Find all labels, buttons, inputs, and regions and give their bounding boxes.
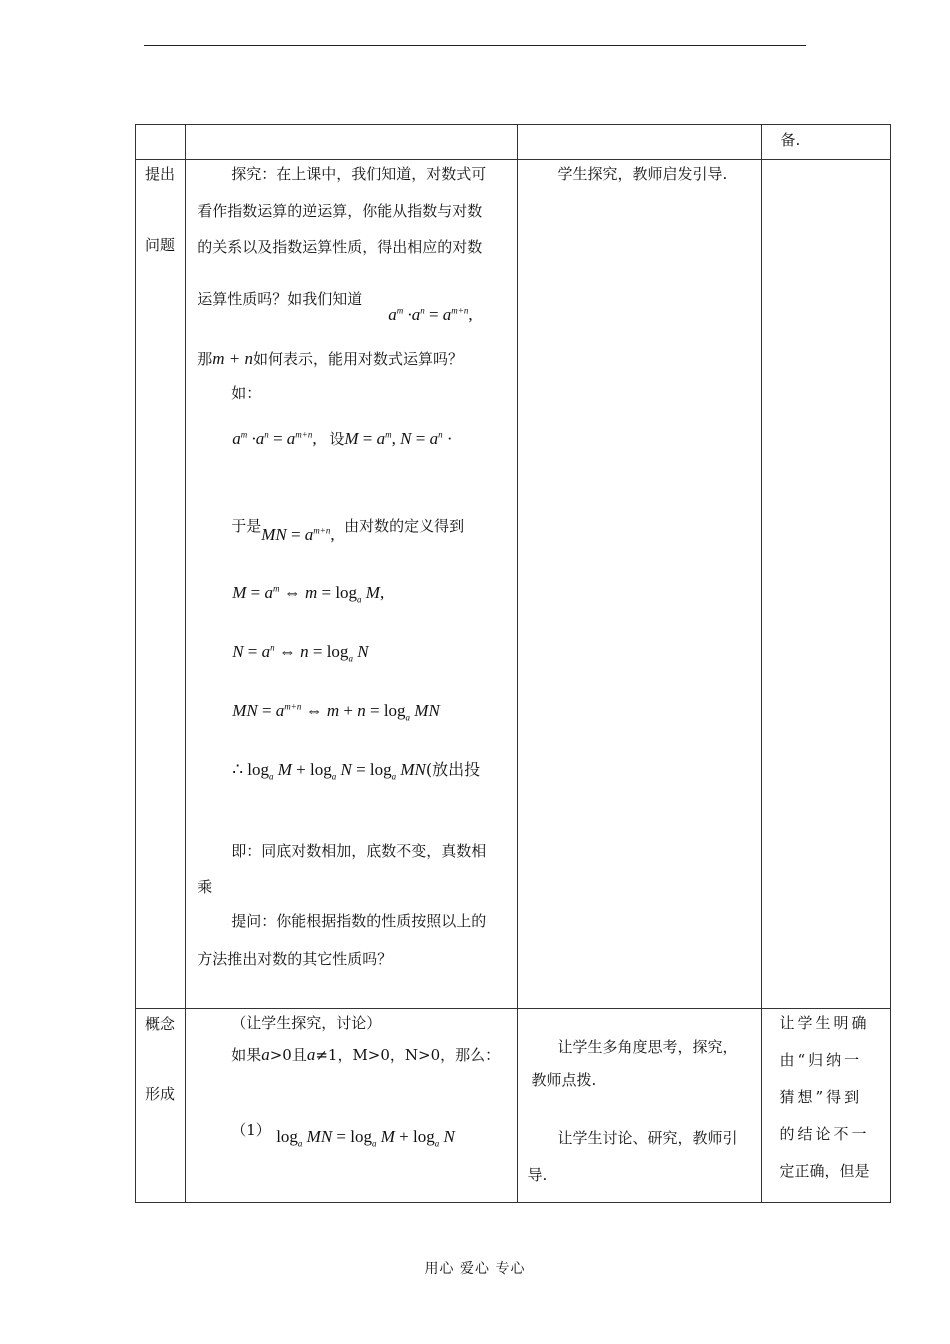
activity-cell bbox=[517, 160, 762, 1009]
design-intent-cell bbox=[762, 160, 891, 1009]
design-intent-cell bbox=[762, 1009, 891, 1203]
so-line: 于是MN = $a^{m+n}$, 由对数的定义得到 bbox=[231, 517, 465, 544]
stage-label: 形成 bbox=[145, 1085, 176, 1103]
activity-text: 导. bbox=[527, 1166, 548, 1184]
conclusion-line: 乘 bbox=[197, 878, 213, 896]
table-row bbox=[136, 160, 891, 1009]
intro-text: （让学生探究，讨论） bbox=[231, 1014, 382, 1032]
question-line: 方法推出对数的其它性质吗？ bbox=[197, 950, 393, 968]
cell-empty bbox=[136, 125, 186, 160]
paragraph-line: 探究：在上课中，我们知道，对数式可 bbox=[231, 165, 487, 183]
stage-cell bbox=[136, 160, 186, 1009]
log-definition-n: $N = a^n$ ⇔ $n = \log_a N$ bbox=[232, 642, 369, 664]
cell-empty bbox=[517, 125, 762, 160]
item-label: （1） bbox=[231, 1121, 271, 1139]
conclusion-line: 即：同底对数相加，底数不变，真数相 bbox=[231, 842, 487, 860]
activity-text: 让学生多角度思考，探究， bbox=[557, 1038, 738, 1056]
activity-text: 学生探究，教师启发引导. bbox=[557, 165, 728, 183]
content-cell bbox=[186, 160, 517, 1009]
lesson-table bbox=[135, 124, 891, 1203]
activity-text: 教师点拨. bbox=[531, 1071, 597, 1089]
log-product-rule: ∴ $\log_a M + \log_a N = \log_a MN$(放出投 bbox=[232, 760, 481, 782]
exponent-formula: $a^m \cdot a^n = a^{m+n}$, bbox=[388, 305, 473, 324]
page-footer: 用心 爱心 专心 bbox=[424, 1261, 526, 1277]
log-definition-mn: MN = $a^{m+n}$ ⇔ $m + n = \log_a$ MN bbox=[232, 701, 440, 723]
header-rule bbox=[144, 45, 806, 46]
table-row bbox=[136, 1009, 891, 1203]
design-intent-cell bbox=[762, 125, 891, 160]
activity-text: 让学生讨论、研究，教师引 bbox=[557, 1129, 738, 1147]
example-formula: $a^m \cdot a^n = a^{m+n}$, 设$M = a^m$, $N = a^n$ · bbox=[232, 429, 453, 448]
table-row bbox=[136, 125, 891, 160]
cell-empty bbox=[186, 125, 517, 160]
intent-text: 定正确，但是 bbox=[779, 1162, 870, 1180]
example-label: 如： bbox=[231, 384, 262, 402]
question-line: 那m + n如何表示，能用对数式运算吗？ bbox=[197, 349, 463, 368]
stage-label: 问题 bbox=[145, 236, 176, 254]
content-cell bbox=[186, 1009, 517, 1203]
intent-text: 备. bbox=[780, 131, 801, 149]
stage-cell bbox=[136, 1009, 186, 1203]
paragraph-line: 看作指数运算的逆运算，你能从指数与对数 bbox=[197, 202, 483, 220]
log-product-formula: $\log_a$ MN = $\log_a M + \log_a N$ bbox=[276, 1127, 455, 1149]
intent-text: 的结论不一 bbox=[779, 1125, 870, 1143]
paragraph-line: 的关系以及指数运算性质，得出相应的对数 bbox=[197, 238, 483, 256]
stage-label: 提出 bbox=[145, 165, 176, 183]
intent-text: 让学生明确 bbox=[779, 1014, 870, 1032]
question-line: 提问：你能根据指数的性质按照以上的 bbox=[231, 912, 487, 930]
intent-text: 猜想”得到 bbox=[779, 1088, 863, 1106]
condition-line: 如果a>0且a≠1，M>0，N>0，那么： bbox=[231, 1045, 501, 1064]
intent-text: 由“归纳一 bbox=[779, 1051, 863, 1069]
activity-cell bbox=[517, 1009, 762, 1203]
stage-label: 概念 bbox=[145, 1015, 176, 1033]
log-definition-m: $M = a^m$ ⇔ $m = \log_a M$, bbox=[232, 583, 385, 605]
paragraph-line: 运算性质吗？如我们知道 bbox=[197, 290, 363, 308]
